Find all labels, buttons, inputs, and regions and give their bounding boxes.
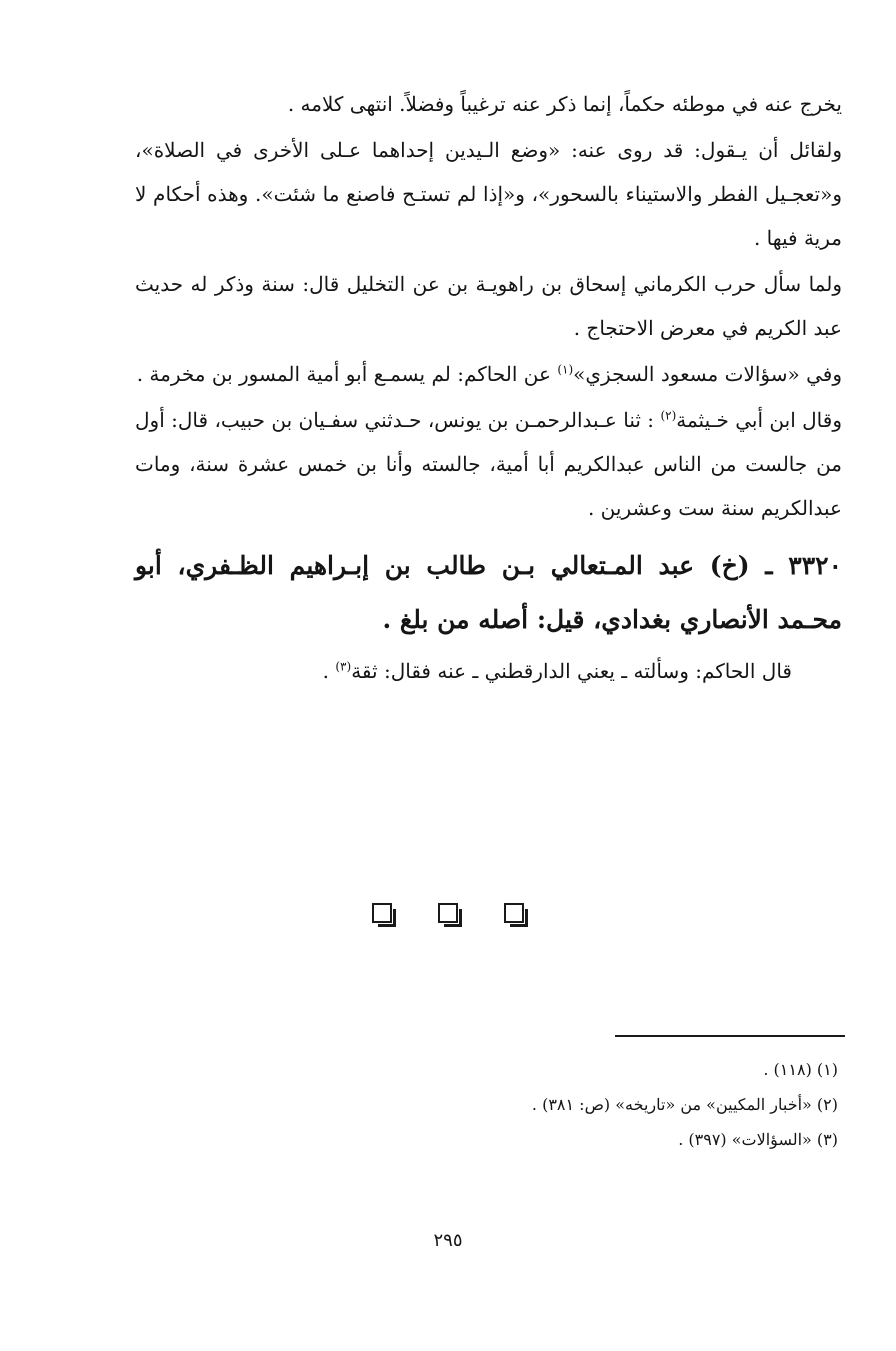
paragraph-5-start: وقال ابن أبي خـيثمة — [676, 408, 842, 432]
separator-box-icon — [438, 903, 458, 923]
page-number: ٢٩٥ — [433, 1230, 463, 1251]
footnote-2: (٢) «أخبار المكيين» من «تاريخه» (ص: ٣٨١) . — [531, 1095, 838, 1114]
paragraph-4-start: وفي «سؤالات مسعود السجزي» — [573, 362, 842, 386]
entry-statement — [135, 649, 792, 693]
section-separator — [0, 903, 896, 923]
paragraph-5-end: : ثنا عـبدالرحمـن بن يونس، حـدثني سفـيان بن حبيب، قال: أول من جالست من الناس عبدالكريم أبا أمية، جالسته وأنا بن خمس عشرة سنة، ومات عبدالكريم سنة ست وعشرين . — [135, 408, 842, 520]
entry-statement-text: قال الحاكم: وسألته ـ يعني الدارقطني ـ عنه فقال: ثقة — [351, 659, 792, 683]
footnote-ref-3: (٣) — [335, 659, 352, 674]
footnote-3: (٣) «السؤالات» (٣٩٧) . — [678, 1130, 838, 1149]
paragraph-4-end: عن الحاكم: لم يسمـع أبو أمية المسور بن مخرمة . — [136, 362, 558, 386]
paragraph-1: يخرج عنه في موطئه حكماً، إنما ذكر عنه ترغيباً وفضلاً. انتهى كلامه . — [287, 92, 842, 116]
main-text — [135, 82, 842, 693]
paragraph-5 — [135, 398, 842, 530]
footnote-ref-1: (١) — [557, 362, 574, 377]
entry-heading: ٣٣٢٠ ـ (خ) عبد المـتعالي بـن طالب بن إبـراهيم الظـفري، أبو محـمد الأنصاري بغدادي، قيل: أصله من بلغ . — [135, 551, 842, 634]
separator-box-icon — [372, 903, 392, 923]
footnote-1: (١) (١١٨) . — [763, 1060, 838, 1079]
footnote-divider — [615, 1035, 845, 1037]
entry-statement-end: . — [322, 659, 336, 683]
footnotes — [238, 1052, 838, 1157]
footnote-ref-2: (٢) — [660, 408, 677, 423]
paragraph-2: ولقائل أن يـقول: قد روى عنه: «وضع الـيدين إحداهما عـلى الأخرى في الصلاة»، و«تعجـيل الفطر والاستيناء بالسحور»، و«إذا لم تستـح فاصنع ما شئت». وهذه أحكام لا مرية فيها . — [135, 138, 842, 250]
separator-box-icon — [504, 903, 524, 923]
paragraph-3: ولما سأل حرب الكرماني إسحاق بن راهويـة بن عن التخليل قال: سنة وذكر له حديث عبد الكريم في معرض الاحتجاج . — [135, 272, 842, 340]
paragraph-4 — [135, 352, 842, 396]
